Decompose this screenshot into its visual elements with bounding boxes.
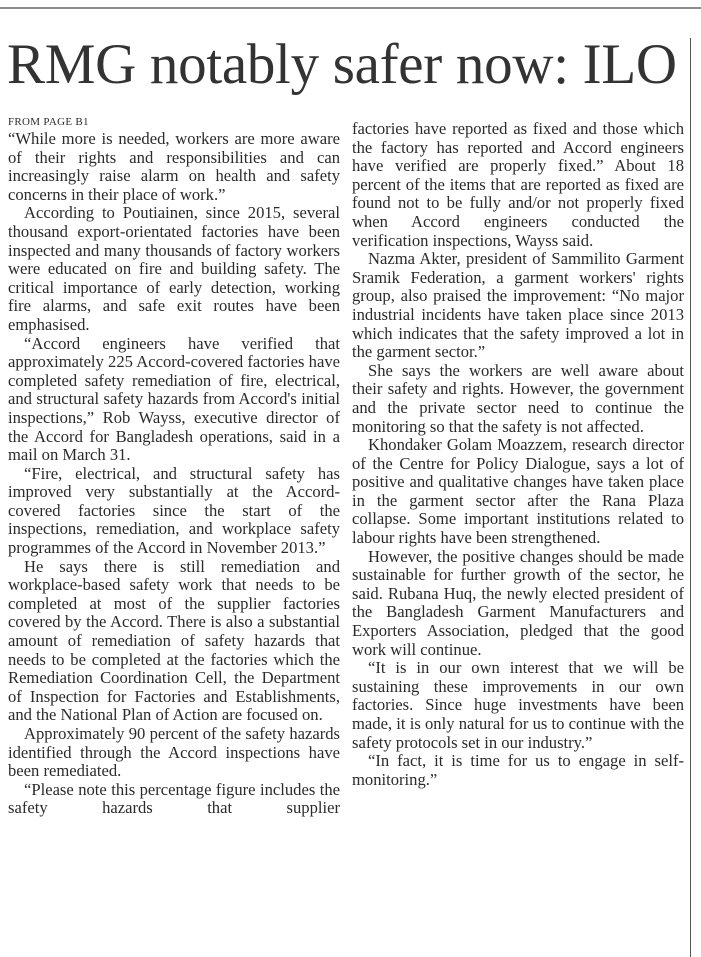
continuation-kicker: FROM PAGE B1: [8, 116, 89, 128]
article-column-left: [8, 116, 340, 818]
paragraph: “Accord engineers have verified that approximately 225 Accord-covered factories have completed safety remediation of fire, electrical, and structural safety hazards from Accord's initial inspections,” Rob Wayss, executive director of the Accord for Bangladesh operations, said in a mail on March 31.: [8, 333, 340, 465]
paragraph: “It is in our own interest that we will be sustaining these improvements in our own factories. Since huge investments have been made, it is only natural for us to continue with the safety protocols set in our industry.”: [352, 658, 684, 752]
column-divider: [690, 38, 691, 957]
paragraph: She says the workers are well aware about their safety and rights. However, the government and the private sector need to continue the monitoring so that the safety is not affected.: [352, 360, 684, 436]
paragraph: “While more is needed, workers are more aware of their rights and responsibilities and can increasingly raise alarm on health and safety concerns in their place of work.”: [8, 129, 340, 204]
paragraph: factories have reported as fixed and those which the factory has reported and Accord engineers have verified are properly fixed.” About 18 percent of the items that are reported as fixed are found not to be fully and/or not properly fixed when Accord engineers conducted the verification inspections, Wayss said.: [352, 119, 684, 250]
paragraph: He says there is still remediation and workplace-based safety work that needs to be completed at most of the supplier factories covered by the Accord. There is also a substantial amount of remediation of safety hazards that needs to be completed at the factories which the Remediation Coordination Cell, the Department of Inspection for Factories and Establishments, and the National Plan of Action are focused on.: [8, 556, 340, 725]
paragraph: According to Poutiainen, since 2015, several thousand export-orientated factories have been inspected and many thousands of factory workers were educated on fire and building safety. The critical importance of early detection, working fire alarms, and safe exit routes have been emphasised.: [8, 203, 340, 334]
article-headline: RMG notably safer now: ILO: [7, 33, 677, 96]
paragraph: Approximately 90 percent of the safety hazards identified through the Accord inspections have been remediated.: [8, 724, 340, 781]
paragraph: However, the positive changes should be made sustainable for further growth of the sector, he said. Rubana Huq, the newly elected president of the Bangladesh Garment Manufacturers and Exporters Association, pledged that the good work will continue.: [352, 546, 684, 659]
paragraph: “Fire, electrical, and structural safety has improved very substantially at the Accord-covered factories since the start of the inspections, remediation, and workplace safety programmes of the Accord in November 2013.”: [8, 463, 340, 558]
top-rule: [0, 7, 701, 9]
paragraph: Khondaker Golam Moazzem, research director of the Centre for Policy Dialogue, says a lot of positive and qualitative changes have taken place in the garment sector after the Rana Plaza collapse. Some important institutions related to labour rights have been strengthened.: [352, 435, 684, 548]
paragraph: Nazma Akter, president of Sammilito Garment Sramik Federation, a garment workers' rights group, also praised the improvement: “No major industrial incidents have taken place since 2013 which indicates that the safety improved a lot in the garment sector.”: [352, 249, 684, 362]
article-column-right: [352, 120, 684, 789]
paragraph: “In fact, it is time for us to engage in self-monitoring.”: [352, 751, 684, 789]
paragraph: “Please note this percentage figure includes the safety hazards that supplier: [8, 779, 340, 818]
